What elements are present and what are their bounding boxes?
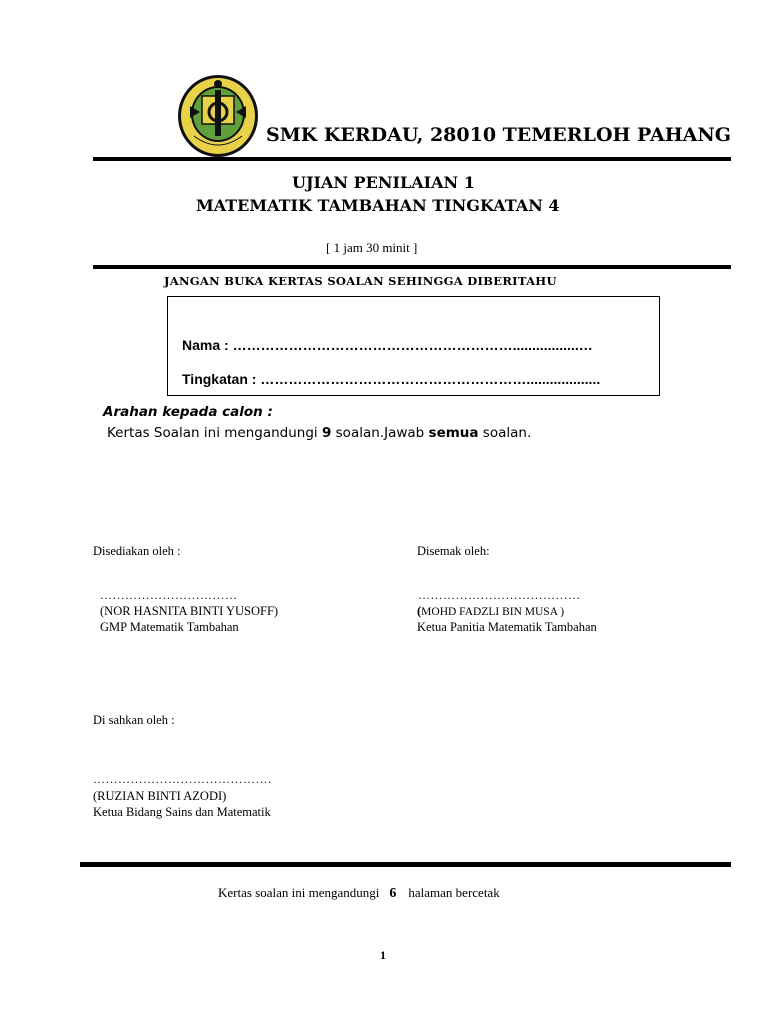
name-label: Nama : [182, 337, 229, 353]
school-crest-icon [176, 74, 260, 158]
name-dots: …………………………………………………….................… [232, 337, 593, 353]
instructions-pre: Kertas Soalan ini mengandungi [107, 425, 322, 441]
prepared-role: GMP Matematik Tambahan [100, 620, 239, 634]
prepared-signature-line: …………………………… [100, 588, 238, 602]
school-name: SMK KERDAU, 28010 TEMERLOH PAHANG [266, 124, 731, 146]
verified-signature-line: ……………………………………. [93, 772, 272, 786]
instructions-post: soalan. [478, 425, 532, 441]
instructions-heading: Arahan kepada calon : [103, 404, 273, 420]
exam-duration: [ 1 jam 30 minit ] [326, 240, 418, 255]
verified-label: Di sahkan oleh : [93, 713, 175, 727]
form-dots: …………………………………………………................... [260, 371, 601, 387]
instructions-text [107, 425, 531, 441]
prepared-label: Disediakan oleh : [93, 544, 181, 558]
verified-role: Ketua Bidang Sains dan Matematik [93, 805, 271, 819]
instructions-emphasis: semua [428, 425, 479, 441]
instructions-mid: soalan.Jawab [331, 425, 429, 441]
page-count-post: halaman bercetak [408, 885, 500, 900]
exam-subject: MATEMATIK TAMBAHAN TINGKATAN 4 [196, 196, 560, 215]
header-divider [93, 157, 731, 161]
verified-name: (RUZIAN BINTI AZODI) [93, 789, 227, 803]
checked-label: Disemak oleh: [417, 544, 490, 558]
checked-name-paren: ( [417, 604, 422, 618]
question-count: 9 [321, 425, 332, 441]
form-field[interactable] [182, 371, 600, 387]
exam-title: UJIAN PENILAIAN 1 [292, 173, 475, 192]
checked-signature-line: ………………………………… [418, 588, 581, 602]
footer-divider [80, 862, 731, 867]
checked-name-text: MOHD FADZLI BIN MUSA ) [421, 606, 565, 618]
page-count-pre: Kertas soalan ini mengandungi [218, 885, 380, 900]
checked-role: Ketua Panitia Matematik Tambahan [417, 620, 597, 634]
page-count: 6 [389, 886, 397, 901]
title-divider [93, 265, 731, 269]
page-number: 1 [380, 948, 386, 962]
name-field[interactable] [182, 337, 593, 353]
student-info-box [167, 296, 660, 396]
prepared-name: (NOR HASNITA BINTI YUSOFF) [100, 604, 279, 618]
form-label: Tingkatan : [182, 371, 257, 387]
checked-name [417, 603, 564, 620]
exam-warning: JANGAN BUKA KERTAS SOALAN SEHINGGA DIBERITAHU [164, 274, 557, 288]
page-count-note [218, 885, 500, 902]
